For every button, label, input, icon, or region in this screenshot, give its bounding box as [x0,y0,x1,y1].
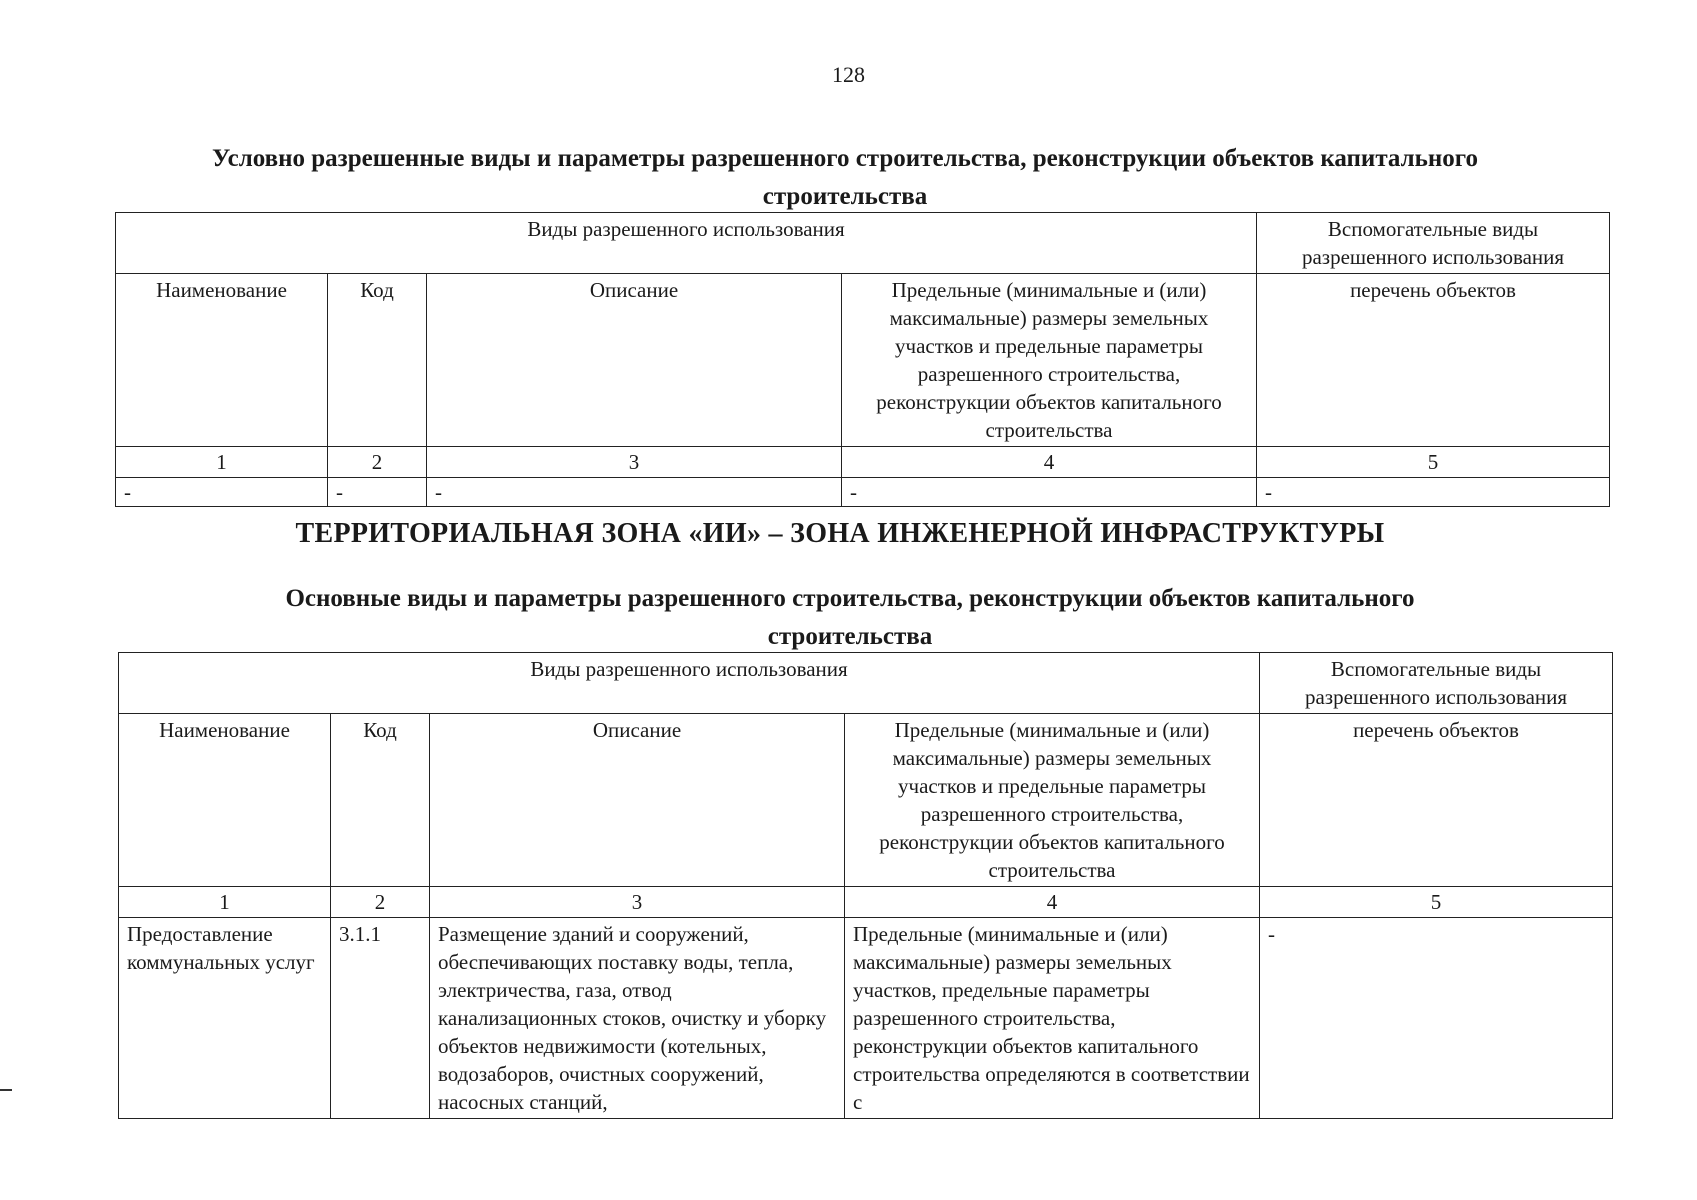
column-number-4: 4 [845,887,1260,918]
column-number-3: 3 [427,447,842,478]
objects-cell: - [1257,478,1610,507]
column-number-4: 4 [842,447,1257,478]
table-row [119,918,1613,1119]
objects-column-header: перечень объектов [1257,274,1610,447]
column-number-1: 1 [119,887,331,918]
limits-column-header: Предельные (минимальные и (или) максимальные) размеры земельных участков и предельные параметры разрешенного строительства, реконструкции объектов капитального строительства [845,714,1260,887]
table-row [116,478,1610,507]
name-column-header: Наименование [116,274,328,447]
column-number-5: 5 [1257,447,1610,478]
limits-column-header: Предельные (минимальные и (или) максимальные) размеры земельных участков и предельные параметры разрешенного строительства, реконструкции объектов капитального строительства [842,274,1257,447]
name-cell: - [116,478,328,507]
column-number-2: 2 [331,887,430,918]
main-uses-heading [190,580,1510,656]
conditional-uses-heading-line1: Условно разрешенные виды и параметры разрешенного строительства, реконструкции объектов капитального [211,145,1479,172]
page-edge-mark [0,1089,12,1091]
main-uses-table [118,652,1613,1119]
description-cell: - [427,478,842,507]
conditional-uses-heading [120,140,1570,216]
column-number-3: 3 [430,887,845,918]
auxiliary-uses-group-header: Вспомогательные виды разрешенного использования [1257,213,1610,274]
column-number-5: 5 [1260,887,1613,918]
code-cell: 3.1.1 [331,918,430,1119]
description-cell: Размещение зданий и сооружений, обеспечивающих поставку воды, тепла, электричества, газа, отвод канализационных стоков, очистку и уборку объектов недвижимости (котельных, водозаборов, очистных сооружений, насосных станций, [430,918,845,1119]
limits-cell: - [842,478,1257,507]
objects-cell: - [1260,918,1613,1119]
conditional-uses-heading-line2: строительства [762,183,928,210]
column-number-1: 1 [116,447,328,478]
permitted-uses-group-header: Виды разрешенного использования [119,653,1260,714]
code-column-header: Код [331,714,430,887]
objects-column-header: перечень объектов [1260,714,1613,887]
zone-title: ТЕРРИТОРИАЛЬНАЯ ЗОНА «ИИ» – ЗОНА ИНЖЕНЕРНОЙ ИНФРАСТРУКТУРЫ [295,518,1385,549]
permitted-uses-group-header: Виды разрешенного использования [116,213,1257,274]
description-column-header: Описание [430,714,845,887]
description-column-header: Описание [427,274,842,447]
name-cell: Предоставление коммунальных услуг [119,918,331,1119]
conditional-uses-table [115,212,1610,507]
column-number-2: 2 [328,447,427,478]
limits-cell: Предельные (минимальные и (или) максимальные) размеры земельных участков, предельные параметры разрешенного строительства, реконструкции объектов капитального строительства определяются в соответствии с [845,918,1260,1119]
main-uses-heading-line2: строительства [767,623,933,650]
name-column-header: Наименование [119,714,331,887]
main-uses-heading-line1: Основные виды и параметры разрешенного строительства, реконструкции объектов капитального [285,585,1415,612]
code-column-header: Код [328,274,427,447]
code-cell: - [328,478,427,507]
page-number: 128 [832,62,865,87]
auxiliary-uses-group-header: Вспомогательные виды разрешенного использования [1260,653,1613,714]
